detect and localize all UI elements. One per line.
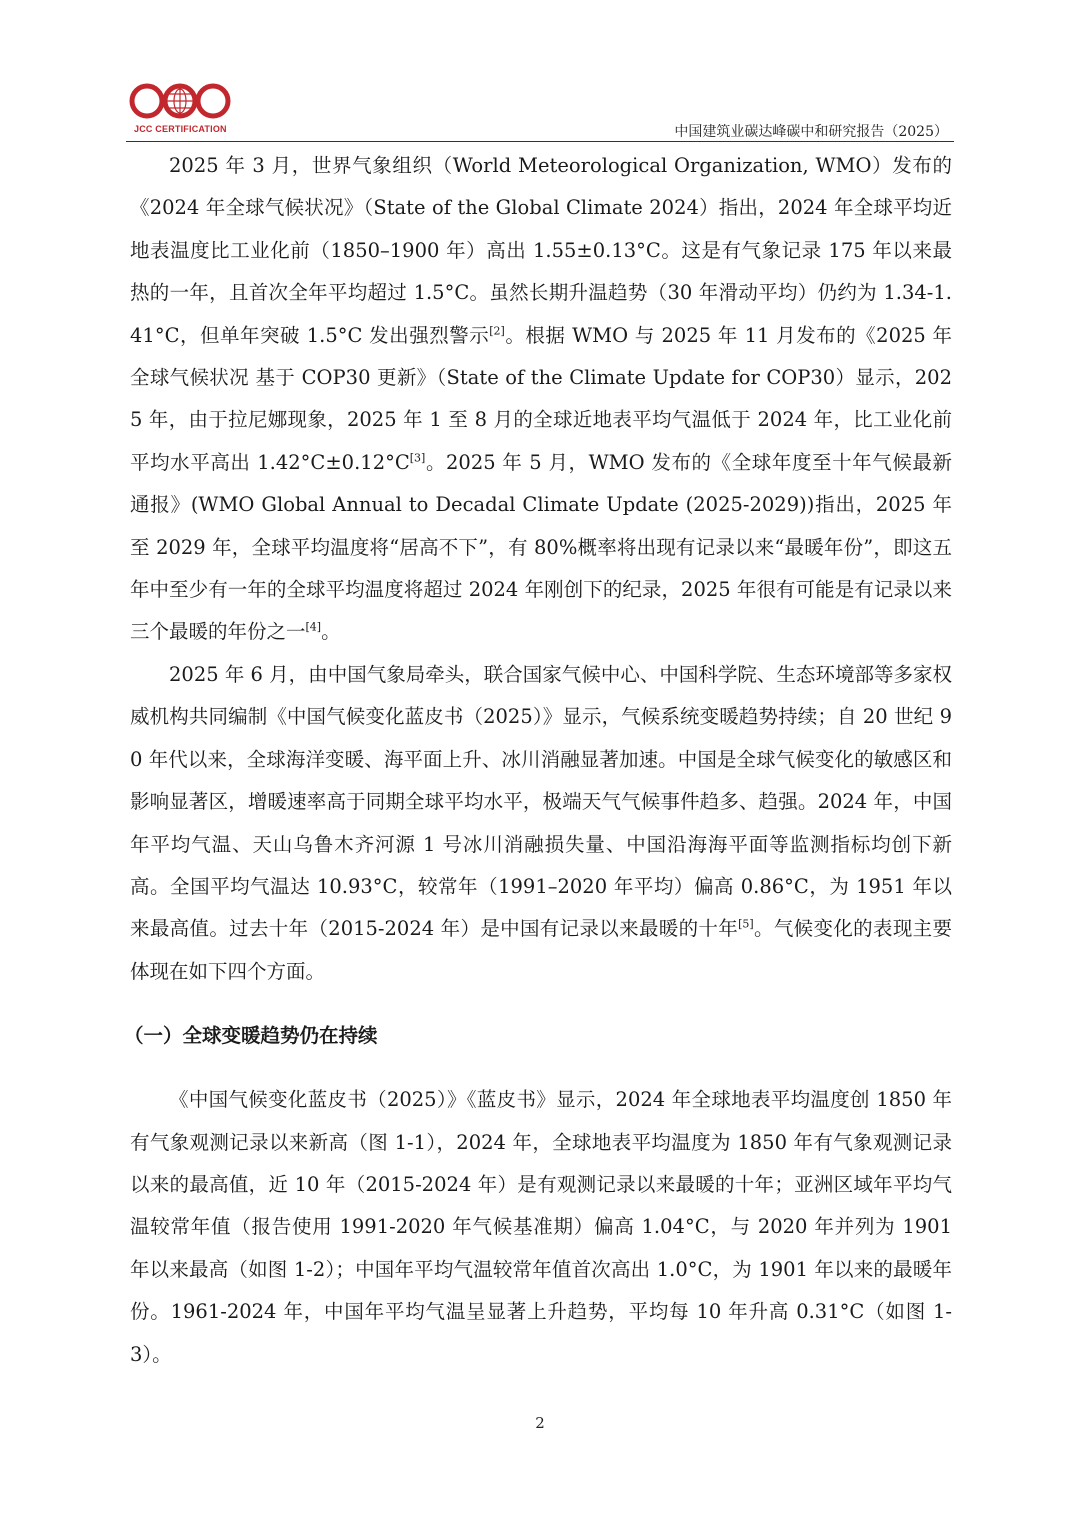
document-body: [124, 145, 953, 1376]
text-segment: 2025 年 3 月，世界气象组织（World Meteorological Organization, WMO）发布的《2024 年全球气候状况》（State of the Global Climate 2024）指出，2024 年全球平均近地表温度比工业化前（1850–1900 年）高出 1.55±0.13°C。这是有气象记录 175 年以来最热的一年，且首次全年平均超过 1.5°C。虽然长期升温趋势（30 年滑动平均）仍约为 1.34-1.41°C，但单年突破 1.5°C 发出强烈警示: [130, 154, 952, 347]
section-heading: （一）全球变暖趋势仍在持续: [124, 1024, 378, 1048]
reference-2: [2]: [489, 324, 505, 338]
paragraph-china-blue-book: [130, 654, 952, 993]
text-segment: 。2025 年 5 月，WMO 发布的《全球年度至十年气候最新通报》(WMO Global Annual to Decadal Climate Update (2025-2029))指出，2025 年至 2029 年，全球平均温度将“居高不下”，有 80%概率将出现有记录以来“最暖年份”，即这五年中至少有一年的全球平均温度将超过 2024 年刚创下的纪录，2025 年很有可能是有记录以来三个最暖的年份之一: [130, 450, 952, 644]
page-number: 2: [535, 1414, 545, 1432]
logo-rings-icon: [128, 80, 232, 124]
reference-5: [5]: [738, 917, 754, 931]
report-header-title: 中国建筑业碳达峰碳中和研究报告（2025）: [674, 124, 948, 140]
text-segment: 。根据 WMO 与 2025 年 11 月发布的《2025 年全球气候状况 基于 COP30 更新》（State of the Climate Update for COP30）显示，2025 年，由于拉尼娜现象，2025 年 1 至 8 月的全球近地表平均气温低于 2024 年，比工业化前平均水平高出 1.42°C±0.12°C: [130, 323, 953, 474]
text-segment: 。: [321, 620, 341, 644]
header-divider: [126, 141, 954, 142]
paragraph-wmo-global-climate: [130, 145, 952, 654]
logo-text: JCC CERTIFICATION: [134, 124, 227, 134]
paragraph-warming-trend: 《中国气候变化蓝皮书（2025）》《蓝皮书》显示，2024 年全球地表平均温度创 1850 年有气象观测记录以来新高（图 1-1），2024 年，全球地表平均温度为 1850 年有气象观测记录以来的最高值，近 10 年（2015-2024 年）是有观测记录以来最暖的十年；亚洲区域年平均气温较常年值（报告使用 1991-2020 年气候基准期）偏高 1.04°C，与 2020 年并列为 1901 年以来最高（如图 1-2）；中国年平均气温较常年值首次高出 1.0°C，为 1901 年以来的最暖年份。1961-2024 年，中国年平均气温呈显著上升趋势，平均每 10 年升高 0.31°C（如图 1-3）。: [130, 1088, 952, 1366]
reference-3: [3]: [409, 451, 426, 465]
text-segment: 。气候变化的表现主要体现在如下四个方面。: [130, 917, 952, 983]
jcc-logo: [128, 80, 232, 136]
text-segment: 2025 年 6 月，由中国气象局牵头，联合国家气候中心、中国科学院、生态环境部等多家权威机构共同编制《中国气候变化蓝皮书（2025）》显示，气候系统变暖趋势持续；自 20 世纪 90 年代以来，全球海洋变暖、海平面上升、冰川消融显著加速。中国是全球气候变化的敏感区和影响显著区，增暖速率高于同期全球平均水平，极端天气气候事件趋多、趋强。2024 年，中国年平均气温、天山乌鲁木齐河源 1 号冰川消融损失量、中国沿海海平面等监测指标均创下新高。全国平均气温达 10.93°C，较常年（1991–2020 年平均）偏高 0.86°C，为 1951 年以来最高值。过去十年（2015-2024 年）是中国有记录以来最暖的十年: [130, 662, 952, 941]
reference-4: [4]: [305, 620, 322, 634]
